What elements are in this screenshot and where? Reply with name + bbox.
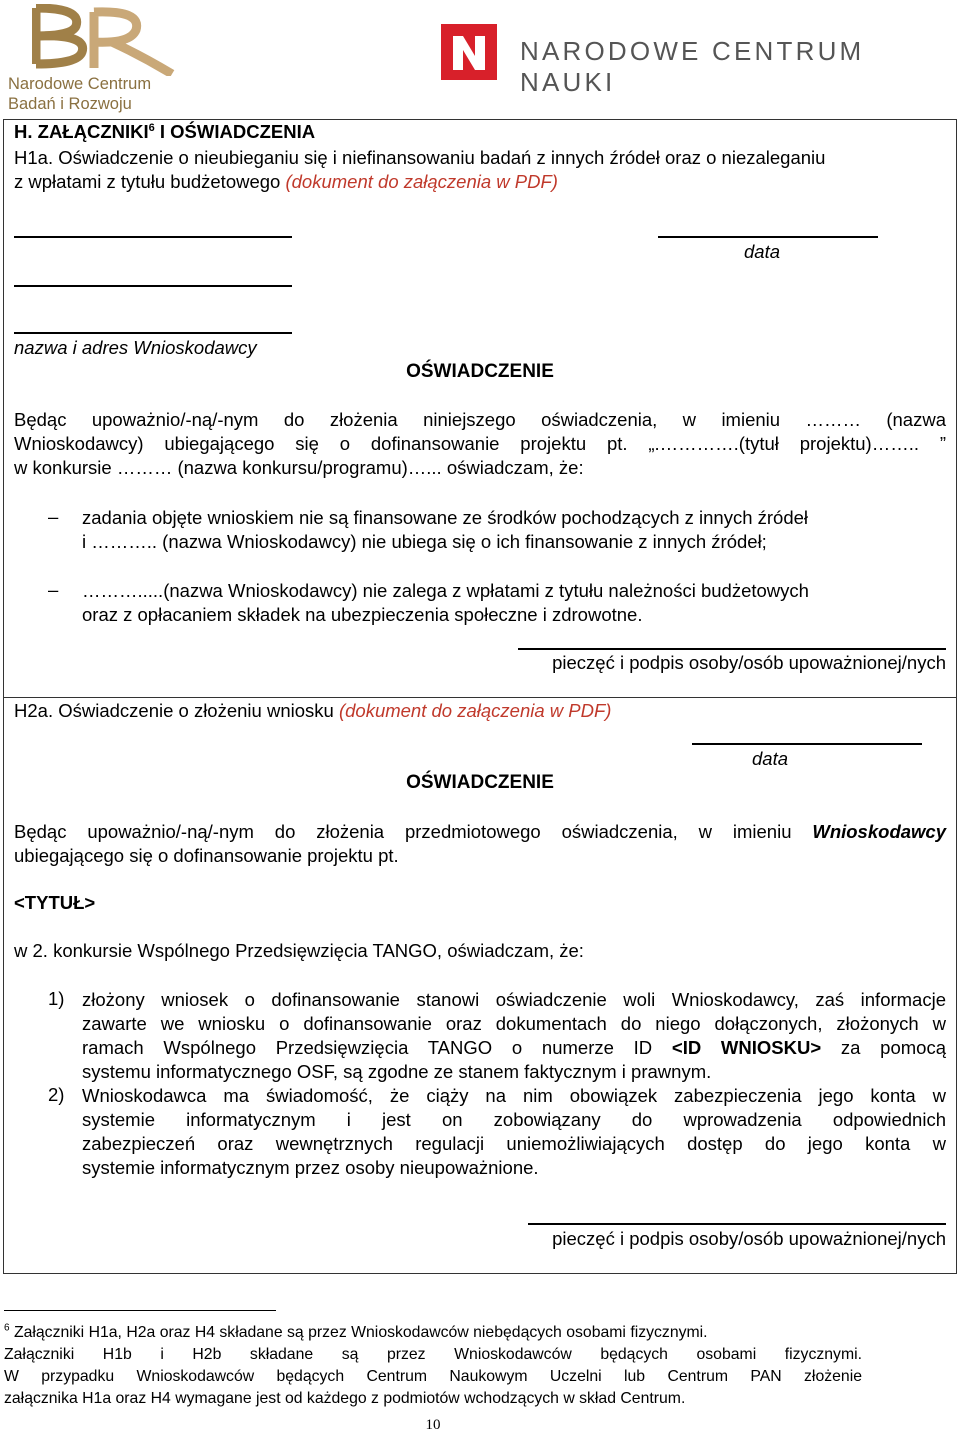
footnote-text1: Załączniki H1a, H2a oraz H4 składane są przez Wnioskodawców niebędących osobami fizycznymi. (9, 1324, 708, 1341)
date-line (658, 236, 878, 238)
h1a-heading-line1: H1a. Oświadczenie o nieubieganiu się i niefinansowaniu badań z innych źródeł oraz o niezaleganiu (14, 147, 826, 168)
h2a-para-line2: ubiegającego się o dofinansowanie projektu pt. (14, 845, 399, 866)
h2a-signature-line (528, 1223, 946, 1225)
h2a-item1-line2: zawarte we wniosku o dofinansowanie oraz dokumentach do niego dołączonych, złożonych w (82, 1013, 946, 1034)
h1a-para-line3: w konkursie ……… (nazwa konkursu/programu)…... oświadczam, że: (14, 457, 584, 478)
applicant-label: nazwa i adres Wnioskodawcy (14, 337, 257, 358)
h1a-item-2 (82, 579, 946, 627)
footnote-line1 (4, 1322, 862, 1344)
h1a-item2-line1: ……….....(nazwa Wnioskodawcy) nie zalega z wpłatami z tytułu należności budżetowych (82, 580, 809, 601)
h2a-statement-title: OŚWIADCZENIE (406, 772, 554, 793)
h2a-date-label: data (752, 748, 789, 769)
h2a-item2-number: 2) (48, 1084, 65, 1105)
h2a-item1-number: 1) (48, 988, 65, 1009)
section-title-rest: I OŚWIADCZENIA (154, 121, 316, 142)
h2a-para-line1 (14, 820, 946, 844)
footnote-line3: W przypadku Wnioskodawców będących Centrum Naukowym Uczelni lub Centrum PAN złożenie (4, 1368, 862, 1385)
h1a-heading-line2 (14, 170, 825, 194)
h2a-applicant-word: Wnioskodawcy (812, 821, 946, 842)
h2a-heading-text: H2a. Oświadczenie o złożeniu wniosku (14, 700, 339, 721)
ncbr-logo-mark (32, 4, 182, 76)
h2a-item2-line1: Wnioskodawca ma świadomość, że ciąży na nim obowiązek zabezpieczenia jego konta w (82, 1085, 946, 1106)
applicant-line-2 (14, 285, 292, 287)
date-label: data (744, 241, 781, 262)
footnote-line4: załącznika H1a oraz H4 wymagane jest od każdego z podmiotów wchodzących w skład Centrum. (4, 1390, 686, 1407)
h2a-para-text: Będąc upoważnio/-ną/-nym do złożenia przedmiotowego oświadczenia, w imieniu (14, 821, 813, 842)
h2a-pdf-note: (dokument do załączenia w PDF) (338, 700, 612, 721)
applicant-line-1 (14, 236, 292, 238)
footnote (4, 1322, 862, 1410)
ncbr-name-line2: Badań i Rozwoju (8, 95, 132, 113)
h2a-item1-line1: złożony wniosek o dofinansowanie stanowi oświadczenie woli Wnioskodawcy, zaś informacje (82, 989, 946, 1010)
bullet-dash-2: – (48, 579, 59, 600)
h1a-paragraph (14, 408, 946, 480)
h2a-signature-label: pieczęć i podpis osoby/osób upoważnionej/nych (552, 1228, 946, 1249)
h2a-item2-line2: systemie informatycznym i jest on zobowiązany do wprowadzenia odpowiednich (82, 1109, 946, 1130)
section-title (14, 121, 315, 143)
h2a-item1-text-end: za pomocą (821, 1037, 946, 1058)
h1a-item1-line2: i ……….. (nazwa Wnioskodawcy) nie ubiega się o ich finansowanie z innych źródeł; (82, 531, 767, 552)
contest-line: w 2. konkursie Wspólnego Przedsięwzięcia TANGO, oświadczam, że: (14, 940, 584, 961)
footnote-separator (4, 1310, 276, 1311)
h1a-para-line2: Wnioskodawcy) ubiegającego się o dofinansowanie projektu pt. „.………….(tytuł projektu)…….. ” (14, 433, 946, 454)
footnote-line2: Załączniki H1b i H2b składane są przez Wnioskodawców będących osobami fizycznymi. (4, 1346, 862, 1363)
h1a-item-1 (82, 506, 946, 554)
h1a-item2-line2: oraz z opłacaniem składek na ubezpieczenia społeczne i zdrowotne. (82, 604, 643, 625)
ncn-logo-mark (441, 24, 497, 80)
applicant-line-3 (14, 332, 292, 334)
h2a-paragraph (14, 820, 946, 868)
h1a-signature-line (518, 648, 946, 650)
h1a-statement-title: OŚWIADCZENIE (406, 361, 554, 382)
h2a-item-1 (82, 988, 946, 1084)
section-divider (3, 697, 957, 698)
page-number: 10 (425, 1417, 441, 1433)
h2a-item1-line3 (82, 1036, 946, 1060)
h1a-pdf-note: (dokument do załączenia w PDF) (285, 171, 558, 192)
ncn-logo-text: NARODOWE CENTRUM NAUKI (520, 36, 865, 97)
h2a-heading (14, 700, 611, 722)
h1a-heading (14, 146, 825, 194)
section-title-text: H. ZAŁĄCZNIKI (14, 121, 149, 142)
h2a-item2-line3: zabezpieczeń oraz wewnętrznych regulacji uniemożliwiających dostęp do jego konta w (82, 1133, 946, 1154)
ncbr-logo-text (8, 74, 151, 114)
id-placeholder: <ID WNIOSKU> (671, 1037, 822, 1058)
h2a-date-line (692, 743, 922, 745)
footnote-marker: 6 (4, 1322, 10, 1334)
h1a-item1-line1: zadania objęte wnioskiem nie są finansowane ze środków pochodzących z innych źródeł (82, 507, 809, 528)
footnote-ref: 6 (148, 121, 155, 134)
h2a-item-2 (82, 1084, 946, 1180)
h1a-para-line1: Będąc upoważnio/-ną/-nym do złożenia niniejszego oświadczenia, w imieniu ……… (nazwa (14, 409, 946, 430)
h1a-signature-label: pieczęć i podpis osoby/osób upoważnionej/nych (552, 652, 946, 673)
bullet-dash-1: – (48, 506, 59, 527)
h1a-heading-text: z wpłatami z tytułu budżetowego (14, 171, 286, 192)
h2a-item1-text: ramach Wspólnego Przedsięwzięcia TANGO o numerze ID (82, 1037, 672, 1058)
h2a-item1-line4: systemu informatycznego OSF, są zgodne ze stanem faktycznym i prawnym. (82, 1061, 712, 1082)
ncbr-name-line1: Narodowe Centrum (8, 75, 152, 93)
title-placeholder: <TYTUŁ> (14, 892, 96, 913)
h2a-item2-line4: systemie informatycznym przez osoby nieupoważnione. (82, 1157, 539, 1178)
